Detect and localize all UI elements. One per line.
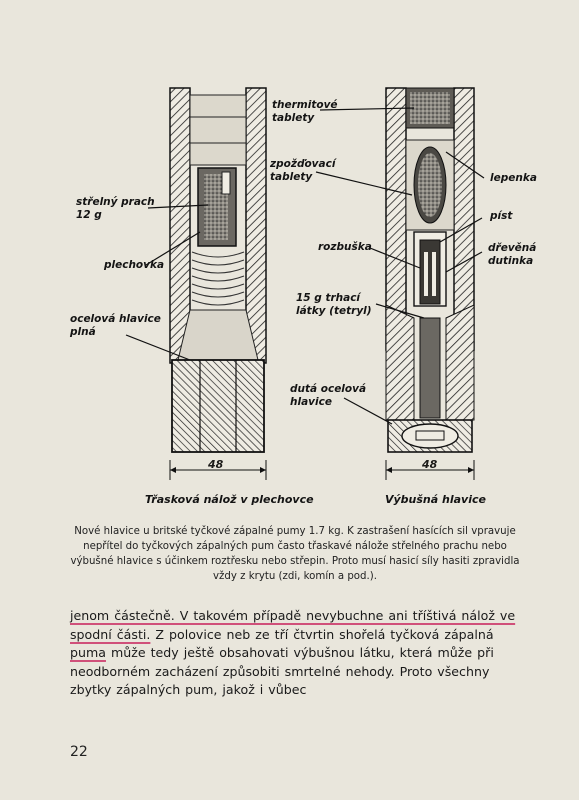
caption-right-figure: Výbušná hlavice (385, 493, 486, 506)
body-text-segment: Z polovice neb ze tří čtvrtin shořelá tyčková zápalná (150, 626, 494, 642)
label-cardboard: lepenka (490, 172, 537, 184)
body-line (70, 644, 525, 663)
label-delay: zpožďovací tablety (270, 158, 336, 183)
body-text (70, 607, 525, 700)
label-powder: střelný prach 12 g (76, 196, 155, 221)
label-thermite: thermitové tablety (272, 99, 338, 124)
right-tube-drawing (316, 88, 484, 480)
label-hollow-head: dutá ocelová hlavice (290, 383, 367, 408)
body-line: zbytky zápalných pum, jakož i vůbec (70, 682, 307, 697)
caption-left-figure: Třasková nálož v plechovce (145, 493, 314, 506)
label-solid-head: ocelová hlavice plná (70, 313, 161, 338)
body-text-segment: může tedy ještě obsahovati výbušnou látku, která může při (105, 645, 494, 660)
label-detonator: rozbuška (318, 241, 372, 253)
label-piston: píst (490, 210, 513, 222)
label-wooden-sleeve: dřevěná dutinka (488, 242, 537, 267)
body-line (70, 607, 525, 626)
page-number: 22 (70, 744, 88, 760)
left-tube-drawing (126, 88, 266, 480)
label-can: plechovka (104, 259, 165, 271)
dimension-left: 48 (208, 458, 224, 471)
body-line (70, 626, 525, 645)
dimension-right: 48 (422, 458, 438, 471)
body-line: neodborném zacházení způsobiti smrtelné nehody. Proto všechny (70, 663, 490, 679)
pen-underlined-text: spodní části. (70, 626, 151, 642)
pen-underlined-text: puma (70, 645, 106, 660)
label-charge: 15 g trhací látky (tetryl) (296, 292, 372, 317)
figure-caption: Nové hlavice u britské tyčkové zápalné pumy 1.7 kg. K zastrašení hasících sil vpravuje nepřítel do tyčkových zápalných pum často třaskavé nálože střelného prachu nebo výbušné hlavice s účinkem roztřesku nebo střepin. Proto musí hasicí síly hasiti zpravidla vždy z krytu (zdi, komín a pod.). (70, 526, 520, 582)
pen-underlined-text: jenom částečně. V takovém případě nevybuchne ani tříštivá nálož ve (70, 608, 516, 623)
